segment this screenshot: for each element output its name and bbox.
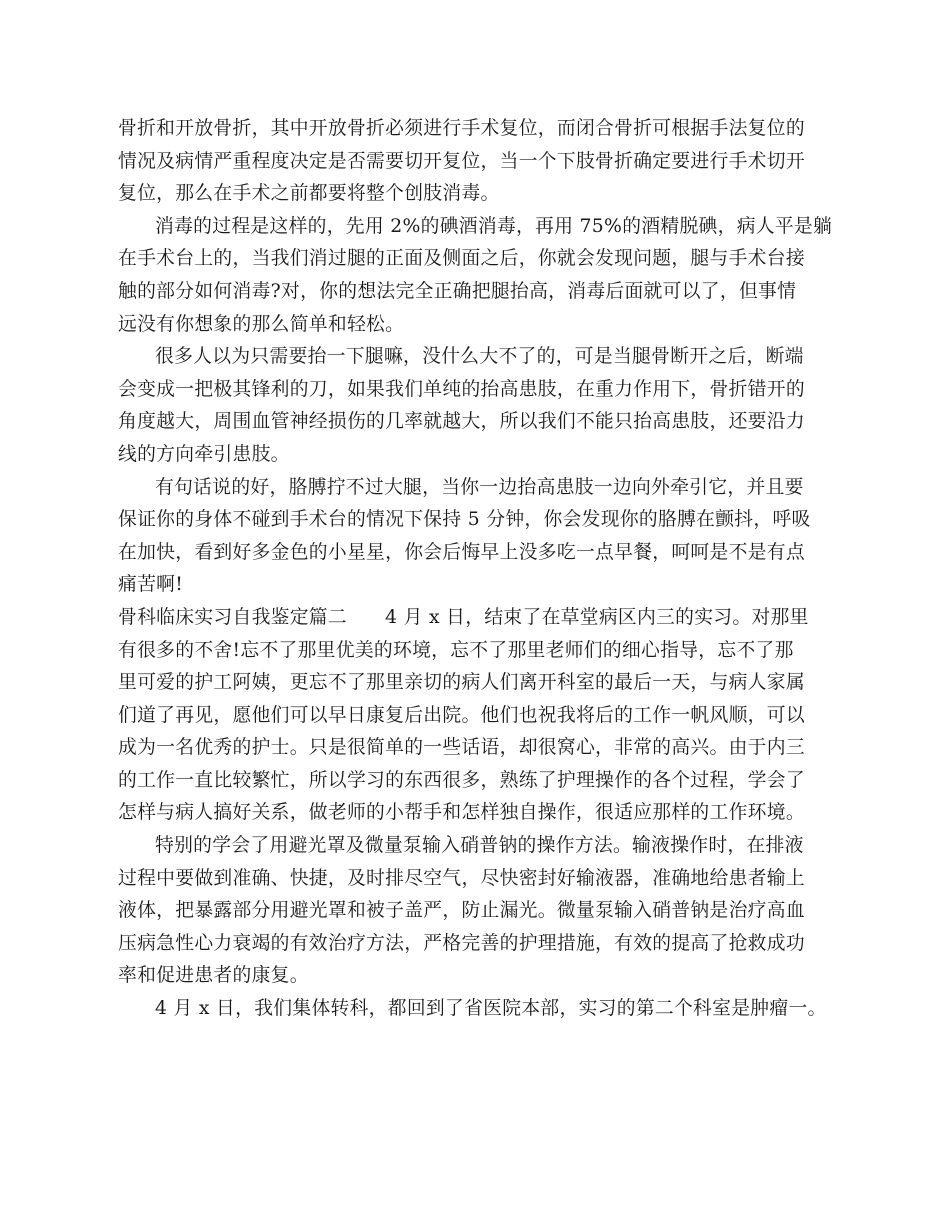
text-line: 怎样与病人搞好关系，做老师的小帮手和怎样独自操作，很适应那样的工作环境。: [118, 802, 805, 824]
text-line: 会变成一把极其锋利的刀，如果我们单纯的抬高患肢，在重力作用下，骨折错开的: [118, 378, 805, 400]
document-body: [118, 113, 833, 1026]
text-line: 远没有你想象的那么简单和轻松。: [118, 313, 405, 335]
text-line: 压病急性心力衰竭的有效治疗方法，严格完善的护理措施，有效的提高了抢救成功: [118, 932, 805, 954]
text-line: 们道了再见，愿他们可以早日康复后出院。他们也祝我将后的工作一帆风顺，可以: [118, 704, 805, 726]
text-line: 痛苦啊!: [118, 574, 184, 596]
paragraph-first-line: 消毒的过程是这样的，先用 2%的碘酒消毒，再用 75%的酒精脱碘，病人平是躺: [155, 215, 833, 237]
paragraph-first-line: 特别的学会了用避光罩及微量泵输入硝普钠的操作方法。输液操作时，在排液: [155, 835, 804, 857]
text-line: 触的部分如何消毒?对，你的想法完全正确把腿抬高，消毒后面就可以了，但事情: [118, 280, 797, 302]
text-line: 在手术台上的，当我们消过腿的正面及侧面之后，你就会发现问题，腿与手术台接: [118, 248, 805, 270]
text-line: 角度越大，周围血管神经损伤的几率就越大，所以我们不能只抬高患肢，还要沿力: [118, 411, 805, 433]
text-line: 线的方向牵引患肢。: [118, 443, 290, 465]
paragraph-first-line: 4 月 x 日，我们集体转科，都回到了省医院本部，实习的第二个科室是肿瘤一。: [155, 998, 827, 1020]
text-line: 保证你的身体不碰到手术台的情况下保持 5 分钟，你会发现你的胳膊在颤抖，呼吸: [118, 509, 811, 531]
text-line: 液体，把暴露部分用避光罩和被子盖严，防止漏光。微量泵输入硝普钠是治疗高血: [118, 900, 805, 922]
text-line: 的工作一直比较繁忙，所以学习的东西很多，熟练了护理操作的各个过程，学会了: [118, 769, 805, 791]
text-line: 在加快，看到好多金色的小星星，你会后悔早上没多吃一点早餐，呵呵是不是有点: [118, 541, 805, 563]
section-heading-line: 骨科临床实习自我鉴定篇二 4 月 x 日，结束了在草堂病区内三的实习。对那里: [118, 606, 809, 628]
text-line: 过程中要做到准确、快捷，及时排尽空气，尽快密封好输液器，准确地给患者输上: [118, 867, 805, 889]
paragraph-first-line: 很多人以为只需要抬一下腿嘛，没什么大不了的，可是当腿骨断开之后，断端: [155, 346, 804, 368]
text-line: 里可爱的护工阿姨，更忘不了那里亲切的病人们离开科室的最后一天，与病人家属: [118, 672, 805, 694]
text-line: 情况及病情严重程度决定是否需要切开复位，当一个下肢骨折确定要进行手术切开: [118, 150, 805, 172]
text-line: 骨折和开放骨折，其中开放骨折必须进行手术复位，而闭合骨折可根据手法复位的: [118, 118, 805, 139]
text-line: 率和促进患者的康复。: [118, 965, 309, 987]
text-line: 成为一名优秀的护士。只是很简单的一些话语，却很窝心，非常的高兴。由于内三: [118, 737, 805, 759]
paragraph-first-line: 有句话说的好，胳膊拧不过大腿，当你一边抬高患肢一边向外牵引它，并且要: [155, 476, 804, 498]
text-line: 复位，那么在手术之前都要将整个创肢消毒。: [118, 183, 500, 205]
text-line: 有很多的不舍!忘不了那里优美的环境，忘不了那里老师们的细心指导，忘不了那: [118, 639, 794, 661]
